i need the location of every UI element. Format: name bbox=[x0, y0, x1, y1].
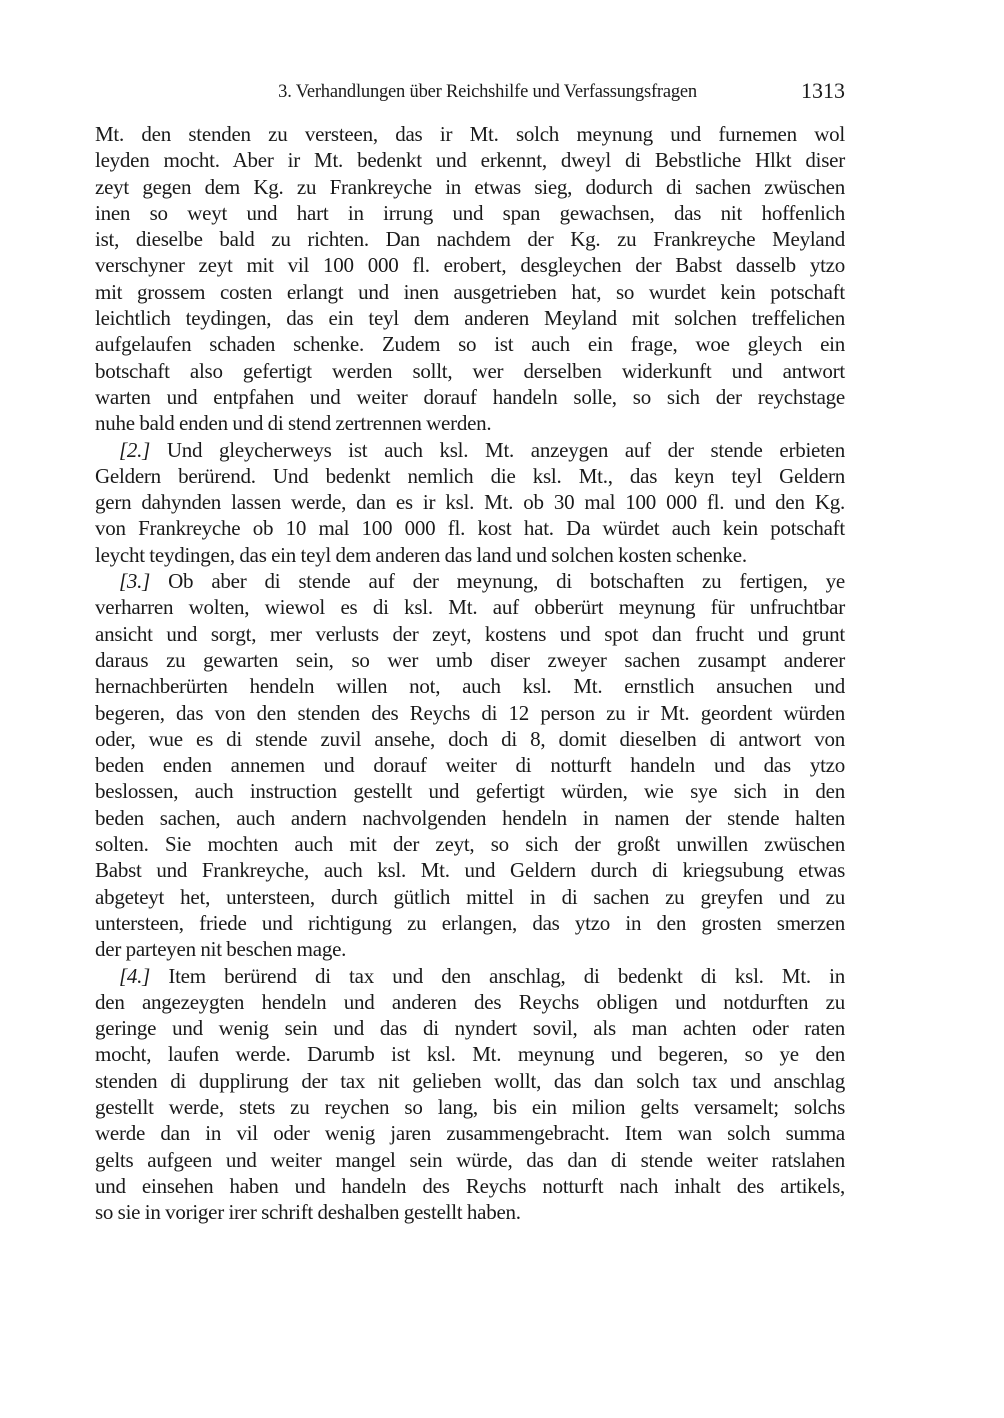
line-text: gestellt werde, stets zu reychen so lang, bis ein milion gelts versamelt; solchs bbox=[95, 1094, 845, 1119]
line-text: Item berürend di tax und den anschlag, di bedenkt di ksl. Mt. in bbox=[168, 963, 845, 988]
paragraph bbox=[95, 437, 845, 568]
line-text: geringe und wenig sein und das di nyndert sovil, als man achten oder raten bbox=[95, 1016, 845, 1041]
text-line bbox=[95, 1120, 845, 1146]
line-text: daraus zu gewarten sein, so wer umb diser zweyer sachen zusampt anderer bbox=[95, 647, 845, 672]
line-text: gelts aufgeen und weiter mangel sein würde, das dan di stende weiter ratslahen bbox=[95, 1147, 845, 1172]
line-text: ist, dieselbe bald zu richten. Dan nachdem der Kg. zu Frankreyche Meyland bbox=[95, 227, 845, 252]
text-line bbox=[95, 647, 845, 673]
paragraph bbox=[95, 121, 845, 437]
line-text: hernachberürten hendeln willen not, auch ksl. Mt. ernstlich ansuchen und bbox=[95, 674, 845, 699]
text-line bbox=[95, 331, 845, 357]
line-text: Und gleycherweys ist auch ksl. Mt. anzeygen auf der stende erbieten bbox=[166, 437, 846, 462]
text-line bbox=[95, 489, 845, 515]
text-line bbox=[95, 831, 845, 857]
text-line bbox=[95, 1147, 845, 1173]
line-text: abgeteyt het, untersteen, durch gütlich mittel in di sachen zu greyfen und zu bbox=[95, 884, 845, 909]
text-line bbox=[95, 515, 845, 541]
text-line bbox=[95, 673, 845, 699]
text-line bbox=[95, 936, 845, 962]
line-text: gern dahynden lassen werde, dan es ir ksl. Mt. ob 30 mal 100 000 fl. und den Kg. bbox=[95, 490, 845, 515]
text-line bbox=[95, 252, 845, 278]
text-line bbox=[95, 305, 845, 331]
page-header bbox=[95, 78, 845, 108]
running-title: 3. Verhandlungen über Reichshilfe und Verfassungsfragen bbox=[278, 82, 697, 102]
text-line bbox=[95, 700, 845, 726]
text-line bbox=[95, 989, 845, 1015]
line-text: leichtlich teydingen, das ein teyl dem anderen Meyland mit solchen treffelichen bbox=[95, 306, 845, 331]
line-text: verschyner zeyt mit vil 100 000 fl. erobert, desgleychen der Babst dasselb ytzo bbox=[95, 253, 845, 278]
text-line bbox=[95, 778, 845, 804]
line-text: stenden di dupplirung der tax nit gelieben wollt, das dan solch tax und anschlag bbox=[95, 1068, 845, 1093]
line-text: mit grossem costen erlangt und inen ausgetrieben hat, so wurdet kein potschaft bbox=[95, 279, 845, 304]
line-text: beslossen, auch instruction gestellt und gefertigt würden, wie sye sich in den bbox=[95, 779, 845, 804]
text-line bbox=[95, 384, 845, 410]
line-text: der parteyen nit beschen mage. bbox=[95, 937, 347, 962]
text-line bbox=[95, 568, 845, 594]
text-line bbox=[95, 279, 845, 305]
line-text: werde dan in vil oder wenig jaren zusammengebracht. Item wan solch summa bbox=[95, 1121, 845, 1146]
text-line bbox=[95, 1041, 845, 1067]
section-number: [3.] bbox=[119, 569, 151, 594]
line-text: begeren, das von den stenden des Reychs di 12 person zu ir Mt. geordent würden bbox=[95, 700, 845, 725]
line-text: untersteen, friede und richtigung zu erlangen, das ytzo in den grosten smerzen bbox=[95, 910, 845, 935]
text-line bbox=[95, 226, 845, 252]
line-text: beden enden annemen und dorauf weiter di notturft handeln und das ytzo bbox=[95, 753, 845, 778]
line-text: oder, wue es di stende zuvil ansehe, doch di 8, domit dieselben di antwort von bbox=[95, 726, 845, 751]
text-line bbox=[95, 121, 845, 147]
text-line bbox=[95, 174, 845, 200]
text-line bbox=[95, 1068, 845, 1094]
line-text: warten und entpfahen und weiter dorauf handeln solle, so sich der reychstage bbox=[95, 384, 845, 409]
paragraph bbox=[95, 568, 845, 962]
line-text: beden sachen, auch andern nachvolgenden hendeln in namen der stende halten bbox=[95, 805, 845, 830]
line-text: leyden mocht. Aber ir Mt. bedenkt und erkennt, dweyl di Bebstliche Hlkt diser bbox=[95, 148, 845, 173]
line-text: aufgelaufen schaden schenke. Zudem so ist auch ein frage, woe gleych ein bbox=[95, 332, 845, 357]
body-text bbox=[95, 121, 845, 1225]
text-line bbox=[95, 621, 845, 647]
line-text: Geldern berürend. Und bedenkt nemlich die ksl. Mt., das keyn teyl Geldern bbox=[95, 463, 845, 488]
text-line bbox=[95, 884, 845, 910]
line-text: den angezeygten hendeln und anderen des Reychs obligen und notdurften zu bbox=[95, 989, 845, 1014]
line-text: ansicht und sorgt, mer verlusts der zeyt, kostens und spot dan frucht und grunt bbox=[95, 621, 845, 646]
line-text: inen so weyt und hart in irrung und span gewachsen, das nit hoffenlich bbox=[95, 200, 845, 225]
line-text: zeyt gegen dem Kg. zu Frankreyche in etwas sieg, dodurch di sachen zwüschen bbox=[95, 174, 845, 199]
text-line bbox=[95, 147, 845, 173]
line-text: verharren wolten, wiewol es di ksl. Mt. auf obberürt meynung für unfruchtbar bbox=[95, 595, 845, 620]
text-line bbox=[95, 963, 845, 989]
line-text: von Frankreyche ob 10 mal 100 000 fl. kost hat. Da würdet auch kein potschaft bbox=[95, 516, 845, 541]
text-line bbox=[95, 542, 845, 568]
line-text: solten. Sie mochten auch mit der zeyt, so sich der großt unwillen zwüschen bbox=[95, 832, 845, 857]
line-text: botschaft also gefertigt werden sollt, wer derselben widerkunft und antwort bbox=[95, 358, 845, 383]
line-text: mocht, laufen werde. Darumb ist ksl. Mt. meynung und begeren, so ye den bbox=[95, 1042, 845, 1067]
text-line bbox=[95, 200, 845, 226]
line-text: leycht teydingen, das ein teyl dem anderen das land und solchen kosten schenke. bbox=[95, 542, 747, 567]
line-text: so sie in voriger irer schrift deshalben gestellt haben. bbox=[95, 1200, 521, 1225]
line-text: und einsehen haben und handeln des Reychs notturft nach inhalt des artikels, bbox=[95, 1173, 845, 1198]
text-line bbox=[95, 437, 845, 463]
line-text: Ob aber di stende auf der meynung, di botschaften zu fertigen, ye bbox=[168, 569, 846, 594]
page-number: 1313 bbox=[801, 78, 845, 103]
section-number: [2.] bbox=[119, 437, 151, 462]
text-line bbox=[95, 726, 845, 752]
text-line bbox=[95, 805, 845, 831]
line-text: Babst und Frankreyche, auch ksl. Mt. und Geldern durch di kriegsubung etwas bbox=[95, 858, 845, 883]
paragraph bbox=[95, 963, 845, 1226]
text-line bbox=[95, 410, 845, 436]
text-line bbox=[95, 1199, 845, 1225]
text-line bbox=[95, 463, 845, 489]
text-line bbox=[95, 1094, 845, 1120]
line-text: nuhe bald enden und di stend zertrennen werden. bbox=[95, 411, 492, 436]
text-line bbox=[95, 752, 845, 778]
text-line bbox=[95, 1015, 845, 1041]
section-number: [4.] bbox=[119, 963, 151, 988]
text-line bbox=[95, 358, 845, 384]
line-text: Mt. den stenden zu versteen, das ir Mt. solch meynung und furnemen wol bbox=[95, 122, 845, 146]
text-line bbox=[95, 1173, 845, 1199]
text-line bbox=[95, 857, 845, 883]
text-line bbox=[95, 910, 845, 936]
text-line bbox=[95, 594, 845, 620]
